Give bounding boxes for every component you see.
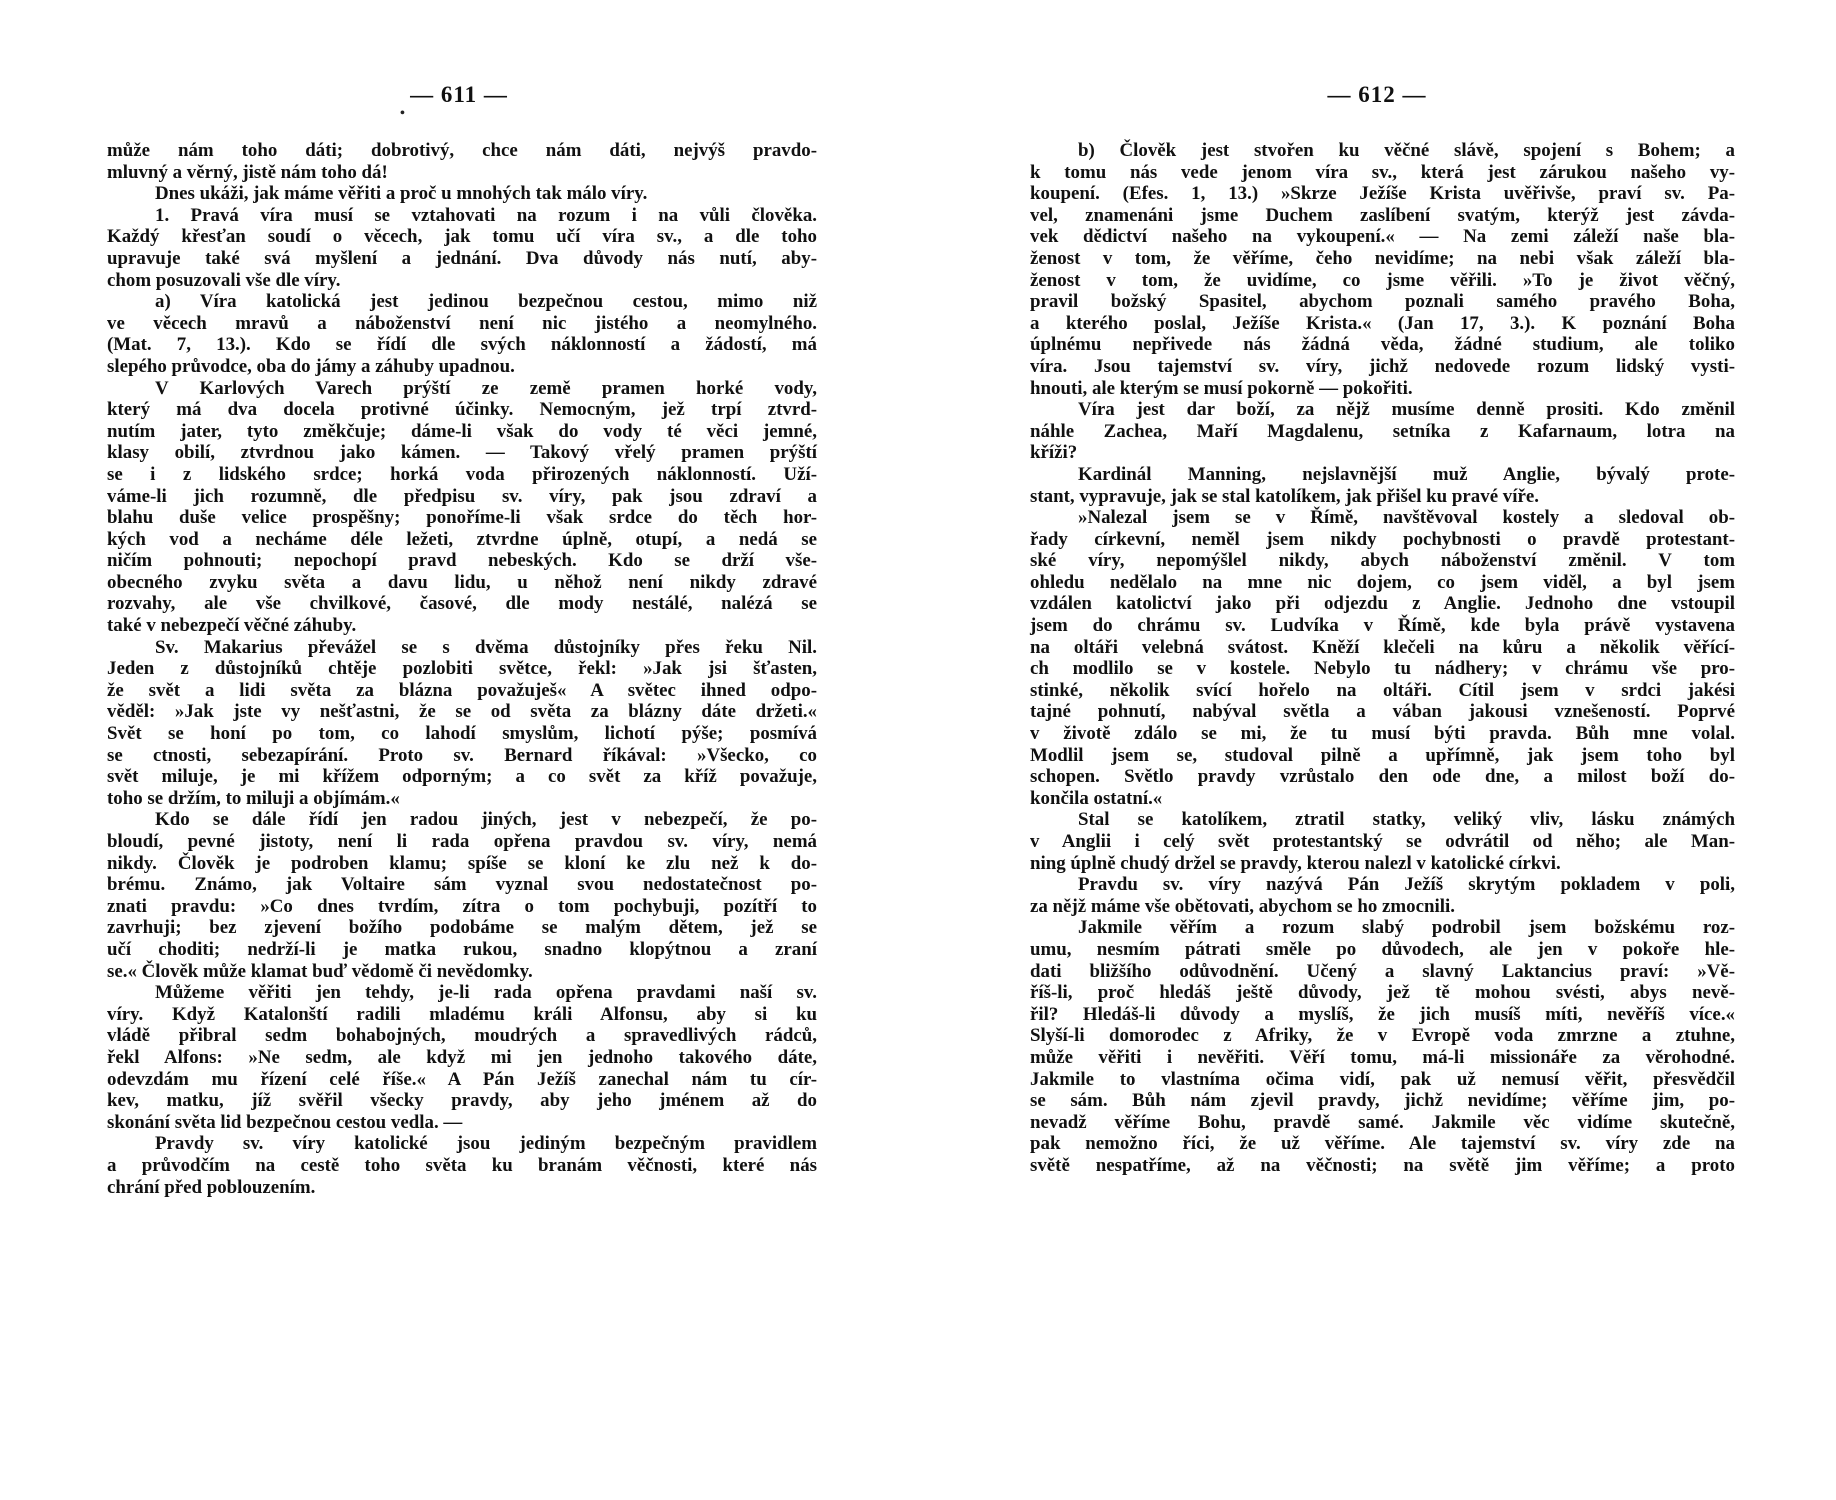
- ink-speck: •: [400, 106, 405, 121]
- text-line: ning úplně chudý držel se pravdy, kterou nalezl v katolické církvi.: [1030, 852, 1561, 874]
- text-line: nevadž věříme Bohu, pravdě samé. Jakmile věc vidíme skutečně,: [1030, 1111, 1735, 1133]
- text-line: 1. Pravá víra musí se vztahovati na rozum i na vůli člověka.: [155, 204, 817, 226]
- text-line: Sv. Makarius převážel se s dvěma důstojníky přes řeku Nil.: [155, 636, 817, 658]
- text-line: (Mat. 7, 13.). Kdo se řídí dle svých náklonností a žádostí, má: [107, 334, 817, 356]
- text-line: ve věcech mravů a náboženství není nic jistého a neomylného.: [107, 312, 817, 334]
- text-line: v životě zdálo se mi, že tu musí býti pravda. Bůh mne volal.: [1030, 723, 1735, 745]
- text-line: Jakmile věřím a rozum slabý podrobil jsem božskému roz-: [1078, 917, 1735, 939]
- text-line: náhle Zachea, Maří Magdalenu, setníka z Kafarnaum, lotra na: [1030, 420, 1735, 442]
- text-line: končila ostatní.«: [1030, 787, 1163, 809]
- text-line: víry. Když Katalonští radili mladému králi Alfonsu, aby si ku: [107, 1003, 817, 1025]
- text-line: b) Člověk jest stvořen ku věčné slávě, spojení s Bohem; a: [1078, 140, 1735, 161]
- text-line: Dnes ukáži, jak máme věřiti a proč u mnohých tak málo víry.: [155, 183, 648, 205]
- text-line: odevzdám mu řízení celé říše.« A Pán Ježíš zanechal nám tu cír-: [107, 1068, 817, 1090]
- text-line: také v nebezpečí věčné záhuby.: [107, 615, 357, 637]
- text-line: ženost v tom, že věříme, čeho nevidíme; na nebi však záleží bla-: [1030, 247, 1735, 269]
- text-line: pak nemožno říci, že už věříme. Ale tajemství sv. víry zde na: [1030, 1133, 1735, 1155]
- text-line: Slyší-li domorodec z Afriky, že v Evropě voda zmrzne a ztuhne,: [1030, 1025, 1735, 1047]
- right-page-text: [1030, 140, 1735, 1177]
- text-line: v Anglii i celý svět protestantský se odvrátil od něho; ale Man-: [1030, 831, 1735, 852]
- text-line: se sám. Bůh nám zjevil pravdy, jichž nevidíme; věříme jim, po-: [1030, 1090, 1735, 1112]
- text-line: koupení. (Efes. 1, 13.) »Skrze Ježíše Krista uvěřivše, praví sv. Pa-: [1030, 183, 1735, 205]
- text-line: Pravdu sv. víry nazývá Pán Ježíš skrytým pokladem v poli,: [1078, 874, 1735, 896]
- text-line: se i z lidského srdce; horká voda přirozených náklonností. Uží-: [107, 463, 817, 485]
- text-line: svět miluje, je mi křížem odporným; a co svět za kříž považuje,: [107, 766, 817, 788]
- text-line: znati pravdu: »Co dnes tvrdím, zítra o tom pochybuji, pozítří to: [107, 895, 817, 917]
- text-line: jsem do chrámu sv. Ludvíka v Římě, kde byla právě vystavena: [1030, 615, 1735, 637]
- text-line: vel, znamenáni jsme Duchem zaslíbení svatým, kterýž jest závda-: [1030, 204, 1735, 226]
- text-line: skonání světa lid bezpečnou cestou vedla. —: [107, 1111, 463, 1133]
- text-line: úplnému nepřivede nás žádná věda, žádné studium, ale toliko: [1030, 334, 1735, 356]
- text-line: umu, nesmím pátrati směle po důvodech, ale jen v pokoře hle-: [1030, 938, 1735, 960]
- text-line: Jakmile to vlastníma očima vidí, pak už nemusí věřit, přesvědčil: [1030, 1068, 1735, 1090]
- text-line: nutím jater, tyto změkčuje; dáme-li však do vody té věci jemné,: [107, 420, 817, 442]
- text-line: stant, vypravuje, jak se stal katolíkem, jak přišel ku pravé víře.: [1030, 485, 1539, 507]
- text-line: učí choditi; nedrží-li je matka rukou, snadno klopýtnou a zraní: [107, 938, 817, 960]
- text-line: na oltáři velebná svátost. Kněží klečeli na kůru a několik věřící-: [1030, 636, 1735, 658]
- text-line: a kterého poslal, Ježíše Krista.« (Jan 17, 3.). K poznání Boha: [1030, 312, 1735, 334]
- right-page: [918, 0, 1836, 1500]
- text-line: kých vod a necháme déle ležeti, ztvrdne úplně, otupí, a nedá se: [107, 528, 817, 550]
- text-line: a průvodčím na cestě toho světa ku branám věčnosti, které nás: [107, 1154, 817, 1176]
- text-line: víra. Jsou tajemství sv. víry, jichž nedovede rozum lidský vysti-: [1030, 355, 1735, 377]
- text-line: ženost v tom, že uvidíme, co jsme věřili. »To je život věčný,: [1030, 269, 1735, 291]
- text-line: mluvný a věrný, jistě nám toho dá!: [107, 161, 388, 183]
- text-line: kev, matku, jíž svěřil všecky pravdy, aby jeho jménem až do: [107, 1090, 817, 1112]
- left-page-text: [107, 140, 817, 1198]
- text-line: upravuje také svá myšlení a jednání. Dva důvody nás nutí, aby-: [107, 247, 817, 269]
- text-line: slepého průvodce, oba do jámy a záhuby upadnou.: [107, 355, 515, 377]
- text-line: brému. Známo, jak Voltaire sám vyznal svou nedostatečnost po-: [107, 874, 817, 896]
- text-line: může věřiti i nevěřiti. Věří tomu, má-li missionáře za věrohodné.: [1030, 1046, 1735, 1068]
- text-line: Svět se honí po tom, co lahodí smyslům, lichotí pýše; posmívá: [107, 723, 817, 745]
- text-line: Stal se katolíkem, ztratil statky, veliký vliv, lásku známých: [1078, 809, 1735, 831]
- text-line: řekl Alfons: »Ne sedm, ale když mi jen jednoho takového dáte,: [107, 1046, 817, 1068]
- text-line: řady církevní, neměl jsem nikdy pochybnosti o pravdě protestant-: [1030, 528, 1735, 550]
- text-line: bloudí, pevné jistoty, není li rada opřena pravdou sv. víry, nemá: [107, 831, 817, 852]
- text-line: že svět a lidi světa za blázna považuješ« A světec ihned odpo-: [107, 679, 817, 701]
- text-line: Jeden z důstojníků chtěje pozlobiti světce, řekl: »Jak jsi šťasten,: [107, 658, 817, 680]
- text-line: za nějž máme vše obětovati, abychom se ho zmocnili.: [1030, 895, 1455, 917]
- text-line: rozvahy, ale vše chvilkové, časové, dle mody nestálé, nalézá se: [107, 593, 817, 615]
- text-line: Každý křesťan soudí o věcech, jak tomu učí víra sv., a dle toho: [107, 226, 817, 248]
- text-line: Kdo se dále řídí jen radou jiných, jest v nebezpečí, že po-: [155, 809, 817, 831]
- text-line: nikdy. Člověk je podroben klamu; spíše se kloní ke zlu než k do-: [107, 852, 817, 874]
- text-line: ské víry, nepomýšlel nikdy, abych náboženství změnil. V tom: [1030, 550, 1735, 572]
- text-line: světě nespatříme, až na věčnosti; na světě jim věříme; a proto: [1030, 1154, 1735, 1176]
- text-line: zavrhuji; bez zjevení božího podobáme se malým dětem, jež se: [107, 917, 817, 939]
- text-line: a) Víra katolická jest jedinou bezpečnou cestou, mimo niž: [155, 291, 817, 313]
- text-line: řil? Hledáš-li důvody a myslíš, že jich musíš míti, nevěříš více.«: [1030, 1003, 1735, 1025]
- text-line: pravil božský Spasitel, abychom poznali samého pravého Boha,: [1030, 291, 1735, 313]
- text-line: Kardinál Manning, nejslavnější muž Anglie, bývalý prote-: [1078, 463, 1735, 485]
- text-line: »Nalezal jsem se v Římě, navštěvoval kostely a sledoval ob-: [1078, 507, 1735, 529]
- text-line: tajné pohnutí, nabýval světla a vában jakousi vznešeností. Poprvé: [1030, 701, 1735, 723]
- text-line: říš-li, proč hledáš ještě důvody, jež tě mohou svésti, abys nevě-: [1030, 982, 1735, 1004]
- text-line: stinké, několik svící hořelo na oltáři. Cítil jsem v srdci jakési: [1030, 679, 1735, 701]
- text-line: ničím pohnouti; nepochopí pravd nebeských. Kdo se drží vše-: [107, 550, 817, 572]
- text-line: se.« Člověk může klamat buď vědomě či nevědomky.: [107, 960, 533, 982]
- page-number-right: — 612 —: [1327, 82, 1427, 107]
- text-line: obecného zvyku světa a davu lidu, u něhož není nikdy zdravé: [107, 571, 817, 593]
- text-line: který má dva docela protivné účinky. Nemocným, jež trpí ztvrd-: [107, 399, 817, 421]
- text-line: Můžeme věřiti jen tehdy, je-li rada opřena pravdami naší sv.: [155, 982, 817, 1004]
- text-line: Pravdy sv. víry katolické jsou jediným bezpečným pravidlem: [155, 1133, 817, 1155]
- page-number-left: — 611 —: [410, 82, 508, 107]
- text-line: vzdálen katolictví jako při odjezdu z Anglie. Jednoho dne vstoupil: [1030, 593, 1735, 615]
- text-line: vek dědictví našeho na vykoupení.« — Na zemi záleží naše bla-: [1030, 226, 1735, 248]
- text-line: se ctnosti, sebezapírání. Proto sv. Bernard říkával: »Všecko, co: [107, 744, 817, 766]
- text-line: dati bližšího odůvodnění. Učený a slavný Laktancius praví: »Vě-: [1030, 960, 1735, 982]
- text-line: V Karlových Varech prýští ze země pramen horké vody,: [155, 377, 817, 399]
- text-line: chrání před poblouzením.: [107, 1176, 316, 1198]
- text-line: věděl: »Jak jste vy nešťastni, že se od světa za blázny dáte držeti.«: [107, 701, 817, 723]
- text-line: vládě přibral sedm bohabojných, moudrých a spravedlivých rádců,: [107, 1025, 817, 1047]
- text-line: Víra jest dar boží, za nějž musíme denně prositi. Kdo změnil: [1078, 399, 1735, 421]
- text-line: blahu duše velice prospěšny; ponoříme-li však srdce do těch hor-: [107, 507, 817, 529]
- text-line: Modlil jsem se, studoval pilně a upřímně, jak jsem toho byl: [1030, 744, 1735, 766]
- text-line: může nám toho dáti; dobrotivý, chce nám dáti, nejvýš pravdo-: [107, 140, 817, 161]
- text-line: kříži?: [1030, 442, 1078, 464]
- text-line: ch modlilo se v kostele. Nebylo tu nádhery; v chrámu vše pro-: [1030, 658, 1735, 680]
- text-line: hnouti, ale kterým se musí pokorně — pokořiti.: [1030, 377, 1413, 399]
- text-line: ohledu nedělalo na mne nic dojem, co jsem viděl, a byl jsem: [1030, 571, 1735, 593]
- text-line: k tomu nás vede jenom víra sv., která jest zárukou našeho vy-: [1030, 161, 1735, 183]
- text-line: chom posuzovali vše dle víry.: [107, 269, 341, 291]
- text-line: váme-li jich rozumně, dle předpisu sv. víry, pak jsou zdraví a: [107, 485, 817, 507]
- text-line: schopen. Světlo pravdy vzrůstalo den ode dne, a milost boží do-: [1030, 766, 1735, 788]
- text-line: klasy obilí, ztvrdnou jako kámen. — Takový vřelý pramen prýští: [107, 442, 817, 464]
- text-line: toho se držím, to miluji a objímám.«: [107, 787, 400, 809]
